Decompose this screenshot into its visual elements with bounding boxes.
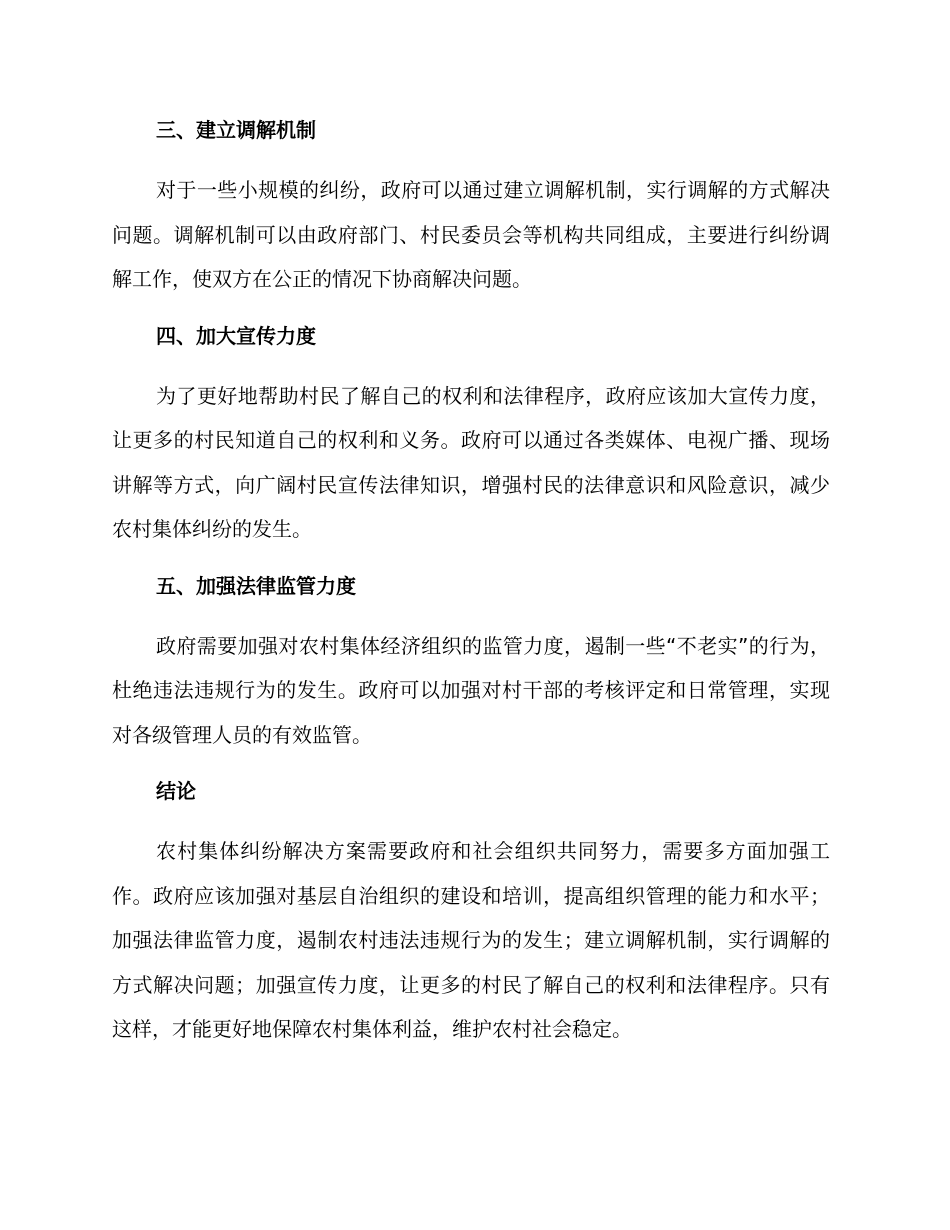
document-body xyxy=(112,110,830,1066)
section-heading-publicity: 四、加大宣传力度 xyxy=(156,323,316,348)
section-heading-mediation: 三、建立调解机制 xyxy=(156,118,316,142)
section-paragraph-supervision: 政府需要加强对农村集体经济组织的监管力度，遏制一些“不老实”的行为，杜绝违法违规行为的发生。政府可以加强对村干部的考核评定和日常管理，实现对各级管理人员的有效监管。 xyxy=(112,633,830,747)
section-heading-supervision: 五、加强法律监管力度 xyxy=(156,573,356,598)
section-paragraph-conclusion: 农村集体纠纷解决方案需要政府和社会组织共同努力，需要多方面加强工作。政府应该加强对基层自治组织的建设和培训，提高组织管理的能力和水平；加强法律监管力度，遏制农村违法违规行为的发生；建立调解机制，实行调解的方式解决问题；加强宣传力度，让更多的村民了解自己的权利和法律程序。只有这样，才能更好地保障农村集体利益，维护农村社会稳定。 xyxy=(112,839,830,1041)
section-paragraph-publicity: 为了更好地帮助村民了解自己的权利和法律程序，政府应该加大宣传力度，让更多的村民知道自己的权利和义务。政府可以通过各类媒体、电视广播、现场讲解等方式，向广阔村民宣传法律知识，增强村民的法律意识和风险意识，减少农村集体纠纷的发生。 xyxy=(112,383,830,541)
section-heading-conclusion: 结论 xyxy=(156,779,196,803)
section-paragraph-mediation: 对于一些小规模的纠纷，政府可以通过建立调解机制，实行调解的方式解决问题。调解机制可以由政府部门、村民委员会等机构共同组成，主要进行纠纷调解工作，使双方在公正的情况下协商解决问题。 xyxy=(112,178,830,291)
